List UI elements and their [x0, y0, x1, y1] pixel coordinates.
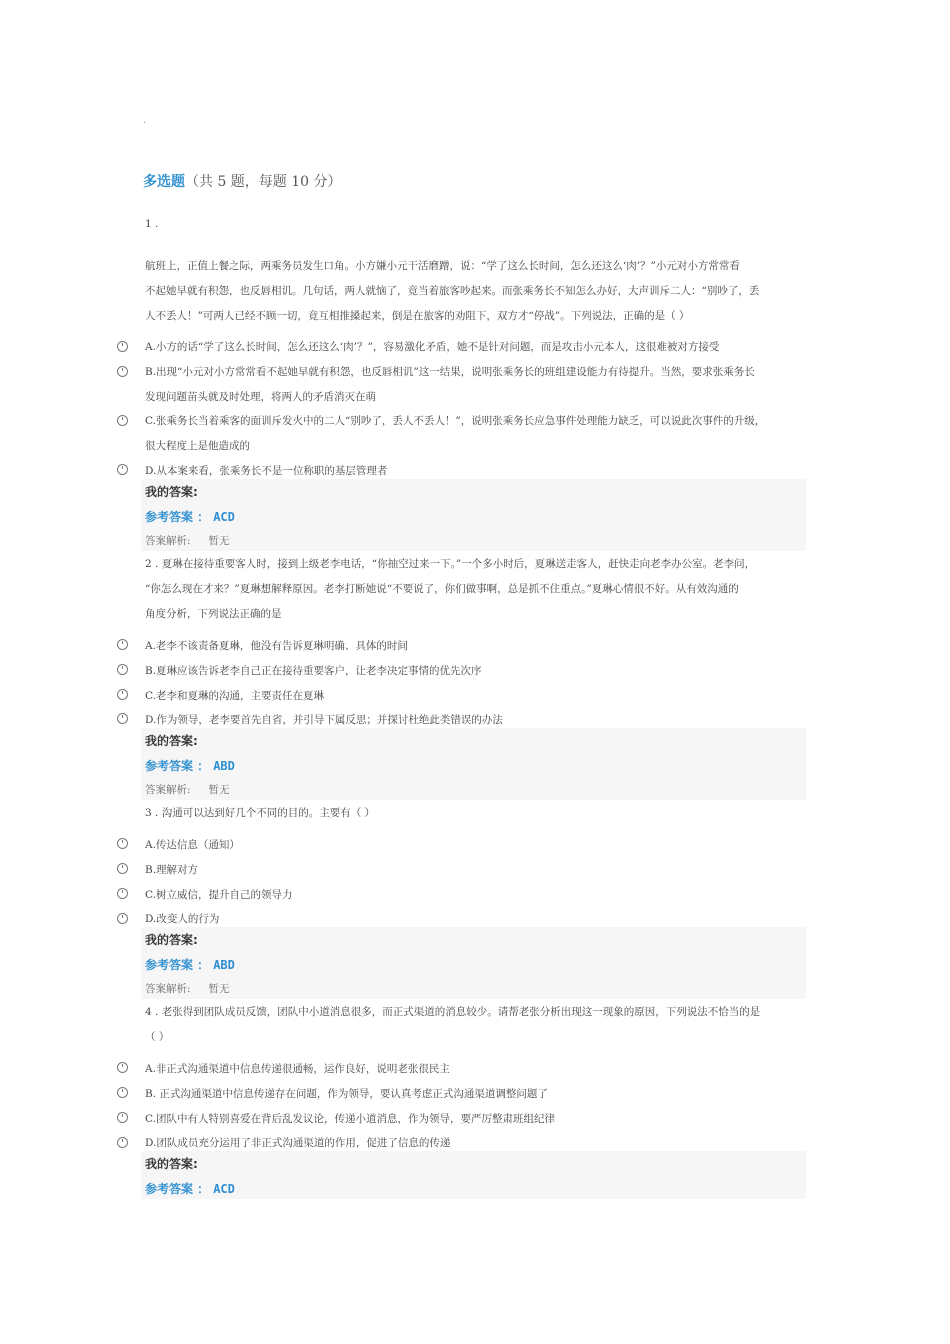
option-text: A.传达信息（通知） [145, 839, 240, 851]
q3-my-answer-label: 我的答案: [145, 933, 198, 947]
q1-option-a-radio[interactable] [117, 341, 128, 352]
analysis-value: 暂无 [208, 784, 230, 796]
q2-option-a-radio[interactable] [117, 639, 128, 650]
q4-option-a[interactable] [145, 1057, 810, 1082]
q4-option-b-radio[interactable] [117, 1087, 128, 1098]
option-text: B.出现“小元对小方常常看不起她早就有积怨，也反唇相讥”这一结果，说明张乘务长的班组建设能力有待提升。当然，要求张乘务长 [145, 366, 755, 378]
q3-option-b[interactable] [145, 858, 810, 883]
question-2-stem-line [145, 552, 805, 577]
option-text: D.改变人的行为 [145, 913, 220, 925]
q2-option-a[interactable] [145, 634, 810, 659]
q3-option-c[interactable] [145, 883, 810, 908]
option-text: B. 正式沟通渠道中信息传递存在问题，作为领导，要认真考虑正式沟通渠道调整问题了 [145, 1088, 548, 1100]
q4-option-c[interactable] [145, 1107, 810, 1132]
q1-my-answer-label: 我的答案: [145, 485, 198, 499]
q4-option-c-radio[interactable] [117, 1112, 128, 1123]
question-1-stem [145, 254, 805, 329]
q3-reference-answer [145, 956, 235, 973]
page-dot: · [143, 118, 147, 129]
analysis-label: 答案解析: [145, 535, 191, 547]
q4-answer-box [141, 1151, 806, 1199]
q4-option-d-radio[interactable] [117, 1137, 128, 1148]
q3-analysis [145, 981, 230, 996]
q2-reference-answer [145, 757, 235, 774]
q4-reference-answer [145, 1180, 235, 1197]
analysis-value: 暂无 [208, 535, 230, 547]
q2-option-c[interactable] [145, 684, 810, 709]
q2-option-b[interactable] [145, 659, 810, 684]
question-1-stem-line: 不起她早就有积怨，也反唇相讥。几句话，两人就恼了，竟当着旅客吵起来。而张乘务长不知怎么办好，大声训斥二人：“别吵了，丢 [145, 285, 760, 297]
q4-my-answer-label: 我的答案: [145, 1157, 198, 1171]
section-title-meta: （共 5 题，每题 10 分） [185, 174, 342, 190]
q3-option-c-radio[interactable] [117, 888, 128, 899]
q4-option-b[interactable] [145, 1082, 810, 1107]
q1-option-a[interactable] [145, 335, 810, 360]
analysis-value: 暂无 [208, 983, 230, 995]
question-3-stem-text: 沟通可以达到好几个不同的目的。主要有（ ） [161, 807, 376, 819]
question-4-stem-text: 老张得到团队成员反馈，团队中小道消息很多，而正式渠道的消息较少。请帮老张分析出现这一现象的原因，下列说法不恰当的是 [161, 1006, 761, 1018]
question-3 [145, 801, 805, 826]
question-2-stem-line: “你怎么现在才来？”夏琳想解释原因。老李打断她说“不要说了，你们做事啊，总是抓不住重点。”夏琳心情很不好。从有效沟通的 [145, 583, 739, 595]
question-4 [145, 1000, 805, 1050]
option-text: 发现问题苗头就及时处理，将两人的矛盾消灭在萌 [145, 391, 376, 403]
option-text: C.树立威信，提升自己的领导力 [145, 889, 293, 901]
q1-reference-answer [145, 508, 235, 525]
q4-option-a-radio[interactable] [117, 1062, 128, 1073]
question-2 [145, 552, 805, 627]
question-2-stem-line: 角度分析，下列说法正确的是 [145, 608, 282, 620]
q3-option-d-radio[interactable] [117, 913, 128, 924]
question-4-stem-line [145, 1000, 805, 1025]
question-4-number: 4 . [145, 1006, 159, 1018]
analysis-label: 答案解析: [145, 784, 191, 796]
question-3-stem-line [145, 801, 805, 826]
question-2-stem-text: 夏琳在接待重要客人时，接到上级老李电话，“你抽空过来一下。”一个多小时后，夏琳送走客人，赶快走向老李办公室。老李问， [161, 558, 756, 570]
option-text: C.团队中有人特别喜爱在背后乱发议论，传递小道消息，作为领导，要严厉整肃班组纪律 [145, 1113, 555, 1125]
q1-analysis [145, 533, 230, 548]
analysis-label: 答案解析: [145, 983, 191, 995]
q1-option-d-radio[interactable] [117, 464, 128, 475]
option-text: C.老李和夏琳的沟通，主要责任在夏琳 [145, 690, 324, 702]
reference-answer-label: 参考答案 ： [145, 958, 210, 972]
option-text: B.理解对方 [145, 864, 199, 876]
q2-option-b-radio[interactable] [117, 664, 128, 675]
reference-answer-label: 参考答案 ： [145, 759, 210, 773]
reference-answer-value: ACD [213, 510, 235, 524]
question-2-number: 2 . [145, 558, 159, 570]
q1-answer-box [141, 479, 806, 551]
option-text: A.小方的话“学了这么长时间，怎么还这么‘肉’？”，容易激化矛盾，她不是针对问题，而是攻击小元本人，这很难被对方接受 [145, 341, 720, 353]
option-text: A.非正式沟通渠道中信息传递很通畅，运作良好，说明老张很民主 [145, 1063, 450, 1075]
section-title-label: 多选题 [143, 174, 185, 190]
option-text: D.从本案来看，张乘务长不是一位称职的基层管理者 [145, 465, 388, 477]
section-title [143, 171, 342, 191]
q2-answer-box [141, 728, 806, 800]
option-text: A.老李不该责备夏琳，他没有告诉夏琳明确、具体的时间 [145, 640, 408, 652]
question-1-stem-line: 航班上，正值上餐之际，两乘务员发生口角。小方嫌小元干活磨蹭，说：“学了这么长时间，怎么还这么‘肉’？”小元对小方常常看 [145, 260, 740, 272]
option-text: D.团队成员充分运用了非正式沟通渠道的作用，促进了信息的传递 [145, 1137, 451, 1149]
q1-option-b[interactable] [145, 360, 810, 410]
q2-option-d-radio[interactable] [117, 713, 128, 724]
q3-option-b-radio[interactable] [117, 863, 128, 874]
option-text: D.作为领导，老李要首先自省，并引导下属反思；并探讨杜绝此类错误的办法 [145, 714, 503, 726]
reference-answer-value: ACD [213, 1182, 235, 1196]
q3-answer-box [141, 927, 806, 999]
question-1-stem-line: 人不丢人！”可两人已经不顾一切，竟互相推搡起来，倒是在旅客的劝阻下，双方才“停战”。下列说法，正确的是（ ） [145, 310, 690, 322]
reference-answer-label: 参考答案 ： [145, 1182, 210, 1196]
reference-answer-value: ABD [213, 759, 235, 773]
reference-answer-label: 参考答案 ： [145, 510, 210, 524]
q2-analysis [145, 782, 230, 797]
q2-my-answer-label: 我的答案: [145, 734, 198, 748]
option-text: B.夏琳应该告诉老李自己正在接待重要客户，让老李决定事情的优先次序 [145, 665, 482, 677]
q3-option-a-radio[interactable] [117, 838, 128, 849]
q1-option-c-radio[interactable] [117, 415, 128, 426]
reference-answer-value: ABD [213, 958, 235, 972]
option-text: 很大程度上是他造成的 [145, 440, 250, 452]
q3-option-a[interactable] [145, 833, 810, 858]
question-1-number: 1 . [145, 218, 159, 230]
q1-option-b-radio[interactable] [117, 366, 128, 377]
question-3-number: 3 . [145, 807, 159, 819]
q2-option-c-radio[interactable] [117, 689, 128, 700]
option-text: C.张乘务长当着乘客的面训斥发火中的二人“别吵了，丢人不丢人！”，说明张乘务长应急事件处理能力缺乏，可以说此次事件的升级， [145, 415, 766, 427]
question-4-stem-line: （ ） [145, 1031, 170, 1043]
q1-option-c[interactable] [145, 409, 810, 459]
